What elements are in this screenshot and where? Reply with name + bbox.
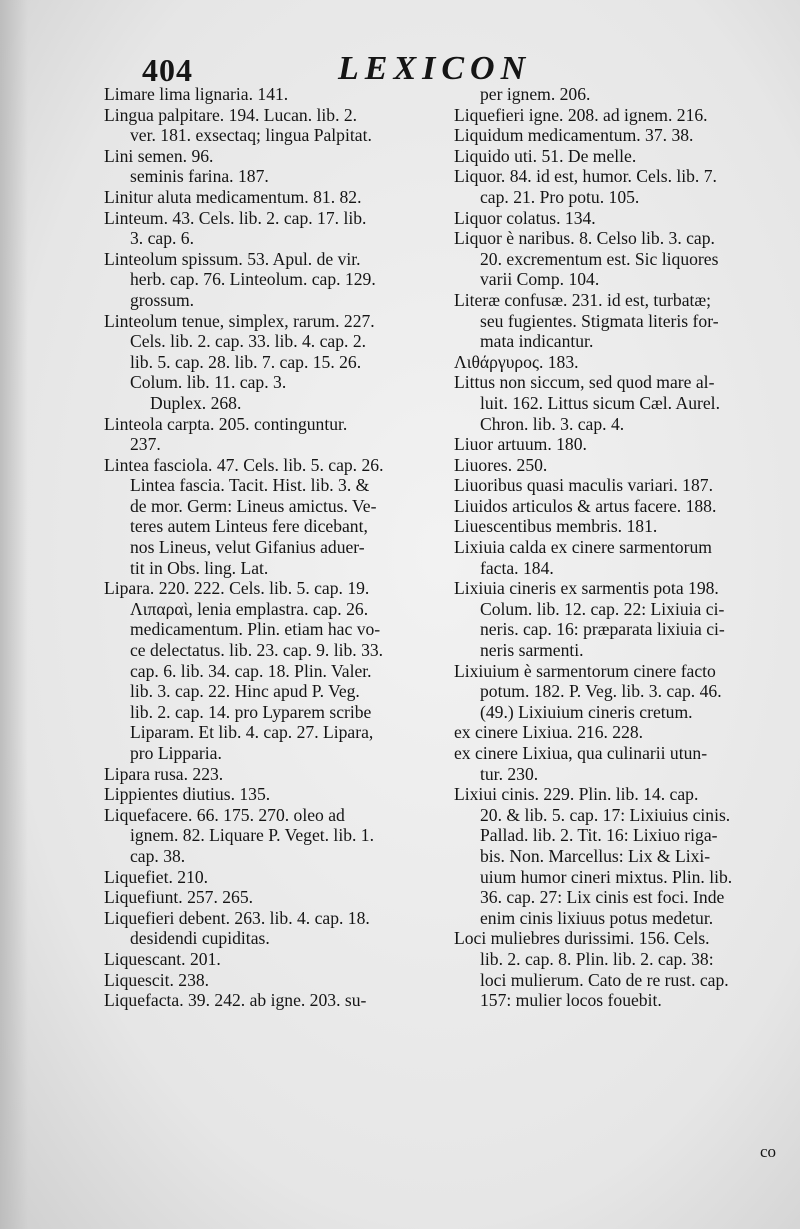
index-line: teres autem Linteus fere dicebant,	[130, 516, 368, 537]
index-line: Loci muliebres durissimi. 156. Cels.	[454, 928, 710, 949]
index-line: Liuidos articulos & artus facere. 188.	[454, 495, 717, 516]
index-line: Lintea fasciola. 47. Cels. lib. 5. cap. 26.	[104, 454, 384, 475]
index-line: cap. 38.	[130, 845, 186, 866]
page-number: 404	[142, 52, 193, 88]
index-line: Lixiuia calda ex cinere sarmentorum	[454, 537, 712, 558]
index-line: Linteolum spissum. 53. Apul. de vir.	[104, 248, 361, 269]
right-column	[454, 84, 790, 1011]
index-line: desidendi cupiditas.	[130, 928, 270, 949]
index-line: cap. 6. lib. 34. cap. 18. Plin. Valer.	[130, 660, 372, 681]
index-line: herb. cap. 76. Linteolum. cap. 129.	[130, 269, 376, 290]
index-line: tit in Obs. ling. Lat.	[130, 557, 269, 578]
index-line: Liquefiunt. 257. 265.	[104, 887, 254, 908]
index-line: lib. 2. cap. 8. Plin. lib. 2. cap. 38:	[480, 948, 714, 969]
index-line: Lingua palpitare. 194. Lucan. lib. 2.	[104, 104, 358, 125]
index-line: (49.) Lixiuium cineris cretum.	[480, 701, 693, 722]
index-line: Limare lima lignaria. 141.	[104, 84, 289, 104]
index-line: Λιπαραὶ, lenia emplastra. cap. 26.	[130, 598, 369, 619]
index-line: Pallad. lib. 2. Tit. 16: Lixiuo riga-	[480, 825, 718, 846]
index-line: Lippientes diutius. 135.	[104, 784, 271, 805]
index-line: 36. cap. 27: Lix cinis est foci. Inde	[480, 887, 725, 908]
index-line: seu fugientes. Stigmata literis for-	[480, 310, 719, 331]
index-line: Colum. lib. 11. cap. 3.	[130, 372, 287, 393]
index-line: Literæ confusæ. 231. id est, turbatæ;	[454, 289, 712, 310]
index-line: pro Lipparia.	[130, 743, 222, 763]
index-line: Lipara rusa. 223.	[104, 763, 224, 784]
index-line: seminis farina. 187.	[130, 166, 269, 187]
running-head: LEXICON	[338, 50, 532, 87]
index-line: varii Comp. 104.	[480, 269, 600, 290]
index-line: ver. 181. exsectaq; lingua Palpitat.	[130, 125, 372, 146]
left-column	[104, 84, 454, 1011]
index-line: lib. 2. cap. 14. pro Lyparem scribe	[130, 701, 372, 722]
index-line: Lixiui cinis. 229. Plin. lib. 14. cap.	[454, 784, 699, 805]
index-line: facta. 184.	[480, 557, 554, 578]
index-line: Liquescant. 201.	[104, 948, 221, 969]
index-line: Liquefiet. 210.	[104, 866, 209, 887]
index-line: Liparam. Et lib. 4. cap. 27. Lipara,	[130, 722, 374, 743]
index-line: mata indicantur.	[480, 331, 594, 352]
index-line: Linteola carpta. 205. continguntur.	[104, 413, 348, 434]
index-line: medicamentum. Plin. etiam hac vo-	[130, 619, 381, 640]
index-line: ex cinere Lixiua, qua culinarii utun-	[454, 743, 708, 763]
index-line: Liquido uti. 51. De melle.	[454, 145, 637, 166]
index-line: Liquefacere. 66. 175. 270. oleo ad	[104, 804, 345, 825]
index-line: Cels. lib. 2. cap. 33. lib. 4. cap. 2.	[130, 331, 367, 352]
index-line: 20. excrementum est. Sic liquores	[480, 248, 719, 269]
index-line: Liquescit. 238.	[104, 969, 210, 990]
index-line: Linteum. 43. Cels. lib. 2. cap. 17. lib.	[104, 207, 367, 228]
index-line: Linteolum tenue, simplex, rarum. 227.	[104, 310, 375, 331]
index-line: de mor. Germ: Lineus amictus. Ve-	[130, 495, 377, 516]
index-line: Liuores. 250.	[454, 454, 548, 475]
index-line: Lintea fascia. Tacit. Hist. lib. 3. &	[130, 475, 370, 496]
index-line: Lixiuia cineris ex sarmentis pota 198.	[454, 578, 719, 599]
index-line: Liuescentibus membris. 181.	[454, 516, 658, 537]
index-line: lib. 3. cap. 22. Hinc apud P. Veg.	[130, 681, 360, 702]
index-line: uium humor cineri mixtus. Plin. lib.	[480, 866, 733, 887]
index-line: nos Lineus, velut Gifanius aduer-	[130, 537, 365, 558]
index-line: Lixiuium è sarmentorum cinere facto	[454, 660, 716, 681]
index-line: Lipara. 220. 222. Cels. lib. 5. cap. 19.	[104, 578, 370, 599]
index-line: Liuoribus quasi maculis variari. 187.	[454, 475, 713, 496]
index-line: loci mulierum. Cato de re rust. cap.	[480, 969, 729, 990]
index-line: lib. 5. cap. 28. lib. 7. cap. 15. 26.	[130, 351, 362, 372]
index-line: Littus non siccum, sed quod mare al-	[454, 372, 715, 393]
gutter-shadow	[0, 0, 28, 1229]
index-line: ignem. 82. Liquare P. Veget. lib. 1.	[130, 825, 375, 846]
index-line: Liquor è naribus. 8. Celso lib. 3. cap.	[454, 228, 715, 249]
index-line: Liquor. 84. id est, humor. Cels. lib. 7.	[454, 166, 717, 187]
index-line: Liquor colatus. 134.	[454, 207, 596, 228]
index-line: enim cinis lixiuus potus medetur.	[480, 907, 714, 928]
index-line: Chron. lib. 3. cap. 4.	[480, 413, 625, 434]
index-line: tur. 230.	[480, 763, 539, 784]
index-line: 20. & lib. 5. cap. 17: Lixiuius cinis.	[480, 804, 731, 825]
index-line: Liquefieri debent. 263. lib. 4. cap. 18.	[104, 907, 370, 928]
index-line: Λιθάργυρος. 183.	[454, 351, 579, 372]
index-line: neris sarmenti.	[480, 640, 584, 661]
index-line: neris. cap. 16: præparata lixiuia ci-	[480, 619, 725, 640]
index-line: ex cinere Lixiua. 216. 228.	[454, 722, 644, 743]
index-line: Lini semen. 96.	[104, 145, 214, 166]
index-line: bis. Non. Marcellus: Lix & Lixi-	[480, 845, 711, 866]
catchword: co	[760, 1142, 777, 1161]
index-line: 157: mulier locos fouebit.	[480, 990, 662, 1011]
index-line: Liquefacta. 39. 242. ab igne. 203. su-	[104, 990, 367, 1011]
index-line: cap. 21. Pro potu. 105.	[480, 186, 640, 207]
index-line: grossum.	[130, 289, 195, 310]
index-line: Colum. lib. 12. cap. 22: Lixiuia ci-	[480, 598, 725, 619]
index-line: 3. cap. 6.	[130, 228, 195, 249]
index-line: potum. 182. P. Veg. lib. 3. cap. 46.	[480, 681, 722, 702]
index-line: 237.	[130, 434, 161, 455]
index-line: ce delectatus. lib. 23. cap. 9. lib. 33.	[130, 640, 384, 661]
index-line: per ignem. 206.	[480, 84, 591, 104]
index-line: Duplex. 268.	[150, 392, 242, 413]
index-line: Liquidum medicamentum. 37. 38.	[454, 125, 694, 146]
index-line: luit. 162. Littus sicum Cæl. Aurel.	[480, 392, 720, 413]
index-line: Liuor artuum. 180.	[454, 434, 587, 455]
index-line: Linitur aluta medicamentum. 81. 82.	[104, 186, 362, 207]
index-line: Liquefieri igne. 208. ad ignem. 216.	[454, 104, 708, 125]
